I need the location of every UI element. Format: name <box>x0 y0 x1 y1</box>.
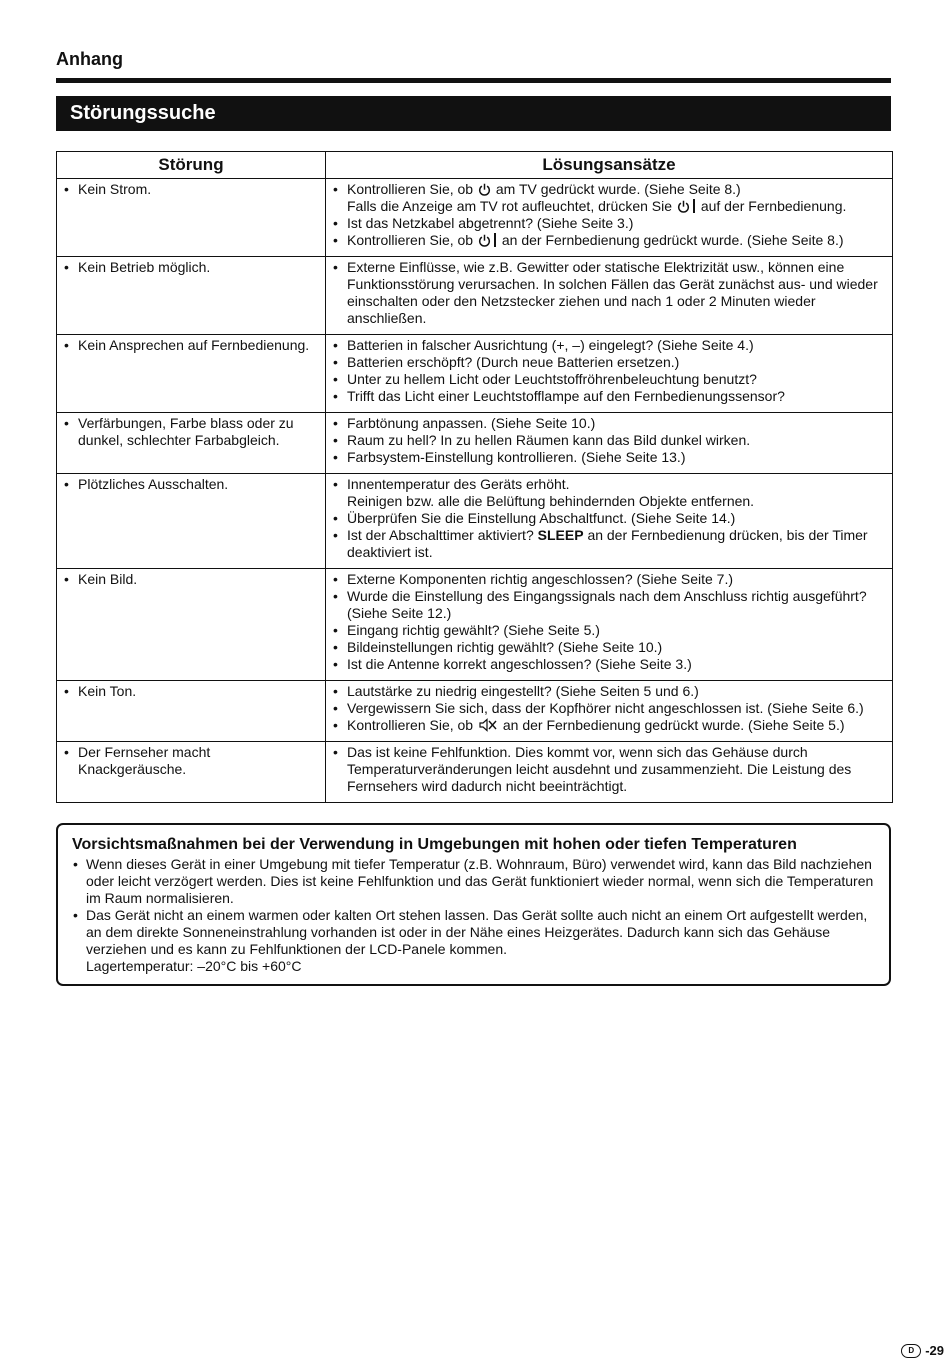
solution-text: Falls die Anzeige am TV rot aufleuchtet, drücken Sie <box>347 198 673 214</box>
solution-cell <box>326 742 893 803</box>
solution-text: Vergewissern Sie sich, dass der Kopfhörer nicht angeschlossen ist. (Siehe Seite 6.) <box>347 700 864 716</box>
power-icon <box>478 183 491 196</box>
solution-item <box>332 181 888 215</box>
solution-text: Überprüfen Sie die Einstellung Abschaltfunct. (Siehe Seite 14.) <box>347 510 736 526</box>
problem-list <box>63 337 321 354</box>
caution-item-text: Das Gerät nicht an einem warmen oder kalten Ort stehen lassen. Das Gerät sollte auch nicht an einem Ort aufgestellt werden, an dem direkte Sonneneinstrahlung vorhanden ist oder in der Nähe eines Heizgerätes. Dadurch kann sich das Gehäuse verziehen und es kann zu Fehlfunktionen der LCD-Panele kommen. <box>86 907 868 957</box>
solution-item <box>332 700 888 717</box>
storage-temperature: Lagertemperatur: –20°C bis +60°C <box>86 958 302 974</box>
solution-text: Batterien in falscher Ausrichtung (+, –) eingelegt? (Siehe Seite 4.) <box>347 337 754 353</box>
solution-text: Farbtönung anpassen. (Siehe Seite 10.) <box>347 415 596 431</box>
solution-text: Kontrollieren Sie, ob <box>347 181 474 197</box>
solution-cell <box>326 335 893 413</box>
problem-list <box>63 683 321 700</box>
problem-item: • Kein Ansprechen auf Fernbedienung. <box>63 337 321 354</box>
solution-text: auf der Fernbedienung. <box>700 198 847 214</box>
caution-box <box>56 823 891 986</box>
problem-cell <box>57 742 326 803</box>
solution-list <box>332 181 888 249</box>
column-header-solutions: Lösungsansätze <box>326 152 893 179</box>
solution-cell <box>326 681 893 742</box>
section-label: Anhang <box>56 49 123 69</box>
table-row <box>57 474 893 569</box>
page-title: Störungssuche <box>56 96 891 131</box>
problem-cell <box>57 681 326 742</box>
solution-text: Innentemperatur des Geräts erhöht. <box>347 476 570 492</box>
problem-cell <box>57 569 326 681</box>
table-row <box>57 742 893 803</box>
solution-text: Ist der Abschalttimer aktiviert? <box>347 527 534 543</box>
solution-item <box>332 371 888 388</box>
header-rule <box>56 78 891 83</box>
table-row <box>57 569 893 681</box>
solution-text: Farbsystem-Einstellung kontrollieren. (Siehe Seite 13.) <box>347 449 686 465</box>
standby-bar-icon <box>494 233 496 247</box>
problem-item: • Kein Bild. <box>63 571 321 588</box>
mute-icon <box>479 718 497 732</box>
solution-item <box>332 656 888 673</box>
troubleshooting-table <box>56 151 893 803</box>
solution-list <box>332 337 888 405</box>
sleep-button-label: SLEEP <box>537 527 584 543</box>
table-row <box>57 179 893 257</box>
problem-item: • Verfärbungen, Farbe blass oder zu dunkel, schlechter Farbabgleich. <box>63 415 321 449</box>
table-row <box>57 257 893 335</box>
solution-item <box>332 717 888 734</box>
problem-cell <box>57 474 326 569</box>
problem-list <box>63 476 321 493</box>
caution-title: Vorsichtsmaßnahmen bei der Verwendung in Umgebungen mit hohen oder tiefen Temperaturen <box>72 836 797 853</box>
solution-list <box>332 571 888 673</box>
table-row <box>57 413 893 474</box>
solution-text: Kontrollieren Sie, ob <box>347 717 474 733</box>
problem-item: • Der Fernseher macht Knackgeräusche. <box>63 744 321 778</box>
solution-item <box>332 744 888 795</box>
solution-text: Trifft das Licht einer Leuchtstofflampe auf den Fernbedienungssensor? <box>347 388 785 404</box>
problem-item: • Kein Ton. <box>63 683 321 700</box>
solution-text: an der Fernbedienung gedrückt wurde. (Siehe Seite 8.) <box>501 232 844 248</box>
solution-list <box>332 744 888 795</box>
solution-list <box>332 259 888 327</box>
solution-text: Lautstärke zu niedrig eingestellt? (Siehe Seiten 5 und 6.) <box>347 683 699 699</box>
problem-cell <box>57 257 326 335</box>
solution-text: an der Fernbedienung gedrückt wurde. (Siehe Seite 5.) <box>502 717 845 733</box>
solution-text: an der Fernbedienung drücken, bis der Timer deaktiviert ist. <box>347 527 868 560</box>
solution-item <box>332 232 888 249</box>
solution-text: Wurde die Einstellung des Eingangssignals nach dem Anschluss richtig ausgeführt? (Siehe Seite 12.) <box>347 588 867 621</box>
solution-text: Externe Komponenten richtig angeschlossen? (Siehe Seite 7.) <box>347 571 734 587</box>
problem-list <box>63 181 321 198</box>
solution-item <box>332 449 888 466</box>
solution-text: Raum zu hell? In zu hellen Räumen kann das Bild dunkel wirken. <box>347 432 751 448</box>
standby-icon <box>478 234 491 247</box>
language-badge: D <box>901 1344 921 1358</box>
solution-cell <box>326 474 893 569</box>
problem-item: • Kein Strom. <box>63 181 321 198</box>
page-number <box>901 1343 944 1358</box>
solution-item <box>332 527 888 561</box>
standby-bar-icon <box>693 199 695 213</box>
standby-icon <box>677 200 690 213</box>
solution-item <box>332 476 888 510</box>
solution-item <box>332 683 888 700</box>
solution-text: Bildeinstellungen richtig gewählt? (Siehe Seite 10.) <box>347 639 663 655</box>
problem-list <box>63 571 321 588</box>
solution-text: Batterien erschöpft? (Durch neue Batterien ersetzen.) <box>347 354 680 370</box>
solution-item <box>332 259 888 327</box>
caution-list <box>72 856 875 975</box>
problem-cell <box>57 335 326 413</box>
problem-cell <box>57 413 326 474</box>
solution-cell <box>326 257 893 335</box>
solution-list <box>332 683 888 734</box>
solution-item <box>332 415 888 432</box>
solution-text: am TV gedrückt wurde. (Siehe Seite 8.) <box>495 181 741 197</box>
table-header-row <box>57 152 893 179</box>
problem-item: • Kein Betrieb möglich. <box>63 259 321 276</box>
problem-item: • Plötzliches Ausschalten. <box>63 476 321 493</box>
solution-text: Das ist keine Fehlfunktion. Dies kommt vor, wenn sich das Gehäuse durch Temperaturveränderungen leicht ausdehnt und zusammenzieht. Die Leistung des Fernsehers wird dadurch nicht beeinträchtigt. <box>347 744 852 794</box>
problem-list <box>63 259 321 276</box>
problem-cell <box>57 179 326 257</box>
solution-list <box>332 476 888 561</box>
solution-item <box>332 571 888 588</box>
table-row <box>57 335 893 413</box>
solution-item <box>332 639 888 656</box>
solution-item <box>332 432 888 449</box>
solution-cell <box>326 179 893 257</box>
solution-item <box>332 354 888 371</box>
table-row <box>57 681 893 742</box>
solution-item <box>332 588 888 622</box>
page-number-text: -29 <box>925 1343 944 1358</box>
solution-cell <box>326 569 893 681</box>
problem-list <box>63 415 321 449</box>
solution-text: Eingang richtig gewählt? (Siehe Seite 5.) <box>347 622 600 638</box>
caution-item: • Wenn dieses Gerät in einer Umgebung mit tiefer Temperatur (z.B. Wohnraum, Büro) verwendet wird, kann das Bild nachziehen oder leicht verzögert werden. Dies ist keine Fehlfunktion und das Gerät funktioniert wieder normal, wenn sich die Temperaturen im Raum normalisieren. <box>72 856 875 907</box>
solution-text: Unter zu hellem Licht oder Leuchtstoffröhrenbeleuchtung benutzt? <box>347 371 757 387</box>
solution-text: Externe Einflüsse, wie z.B. Gewitter oder statische Elektrizität usw., können eine Funktionsstörung verursachen. In solchen Fällen das Gerät zunächst aus- und wieder einschalten oder den Netzstecker ziehen und nach 1 oder 2 Minuten wieder anschließen. <box>347 259 878 326</box>
solution-item <box>332 337 888 354</box>
solution-item <box>332 510 888 527</box>
caution-item <box>72 907 875 975</box>
solution-cell <box>326 413 893 474</box>
column-header-problem: Störung <box>57 152 326 179</box>
solution-text: Ist das Netzkabel abgetrennt? (Siehe Seite 3.) <box>347 215 634 231</box>
solution-text: Ist die Antenne korrekt angeschlossen? (Siehe Seite 3.) <box>347 656 692 672</box>
problem-list <box>63 744 321 778</box>
solution-text: Kontrollieren Sie, ob <box>347 232 474 248</box>
solution-text: Reinigen bzw. alle die Belüftung behindernden Objekte entfernen. <box>347 493 755 509</box>
solution-list <box>332 415 888 466</box>
solution-item <box>332 622 888 639</box>
solution-item <box>332 388 888 405</box>
solution-item <box>332 215 888 232</box>
